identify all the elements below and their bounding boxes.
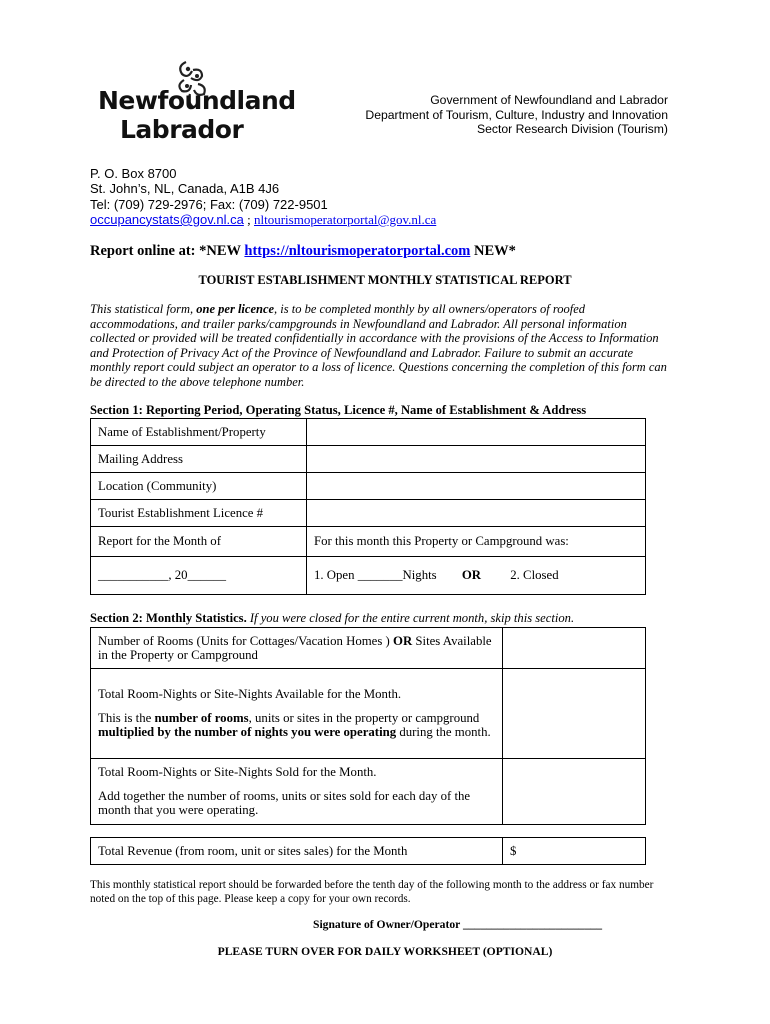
- or-label: OR: [461, 568, 482, 582]
- available-desc-c: during the month.: [396, 725, 491, 740]
- available-desc-bold1: number of rooms: [154, 710, 249, 725]
- revenue-label: Total Revenue (from room, unit or sites sales) for the Month: [91, 838, 503, 865]
- month-field[interactable]: ___________, 20______: [91, 557, 307, 595]
- section1-heading: Section 1: Reporting Period, Operating Status, Licence #, Name of Establishment & Address: [90, 403, 587, 417]
- section2-title: Section 2: Monthly Statistics.: [90, 611, 247, 625]
- portal-url-link[interactable]: https://nltourismoperatorportal.com: [244, 243, 471, 259]
- status-options: [307, 557, 646, 595]
- available-desc-bold2: multiplied by the number of nights you were operating: [98, 725, 397, 740]
- email-line: [90, 212, 436, 227]
- available-desc: [98, 711, 495, 740]
- email-separator: ;: [243, 211, 254, 227]
- location-field[interactable]: [307, 473, 646, 500]
- division-name: Sector Research Division (Tourism): [477, 122, 668, 136]
- sold-label: [91, 759, 503, 825]
- licence-field[interactable]: [307, 500, 646, 527]
- mailing-label: Mailing Address: [91, 446, 307, 473]
- government-header: [365, 93, 668, 137]
- sold-title: Total Room-Nights or Site-Nights Sold for the Month.: [98, 765, 377, 780]
- po-box: P. O. Box 8700: [90, 166, 177, 181]
- intro-paragraph: [90, 302, 670, 390]
- rooms-label: [91, 628, 503, 669]
- city-address: St. John’s, NL, Canada, A1B 4J6: [90, 181, 280, 197]
- report-online-prefix: Report online at: *NEW: [90, 243, 245, 259]
- mailing-field[interactable]: [307, 446, 646, 473]
- report-online-line: [90, 243, 516, 260]
- turn-over-note: PLEASE TURN OVER FOR DAILY WORKSHEET (OPTIONAL): [217, 945, 553, 958]
- section1-table: [90, 418, 646, 595]
- name-field[interactable]: [307, 419, 646, 446]
- footer-note: This monthly statistical report should be forwarded before the tenth day of the following month to the address or fax number noted on the top of this page. Please keep a copy for your own records.: [90, 879, 654, 906]
- location-label: Location (Community): [91, 473, 307, 500]
- available-desc-a: This is the: [98, 710, 155, 725]
- newfoundland-labrador-logo: [98, 58, 296, 150]
- rooms-label-or: OR: [393, 633, 413, 648]
- logo-wordmark-newfoundland: Newfoundland: [98, 86, 296, 115]
- rooms-field[interactable]: [503, 628, 646, 669]
- month-label: Report for the Month of: [91, 527, 307, 557]
- signature-line[interactable]: Signature of Owner/Operator ________________________: [313, 918, 603, 931]
- name-label: Name of Establishment/Property: [91, 419, 307, 446]
- available-label: [91, 669, 503, 759]
- contact-block: [90, 166, 436, 227]
- intro-bold: one per licence: [196, 302, 275, 316]
- available-title: Total Room-Nights or Site-Nights Available for the Month.: [98, 687, 402, 702]
- closed-option[interactable]: 2. Closed: [510, 568, 559, 582]
- revenue-table: [90, 837, 646, 865]
- intro-text-1: This statistical form,: [90, 302, 197, 316]
- department-name: Department of Tourism, Culture, Industry and Innovation: [365, 107, 668, 122]
- revenue-field[interactable]: $: [503, 838, 646, 865]
- licence-label: Tourist Establishment Licence #: [91, 500, 307, 527]
- available-field[interactable]: [503, 669, 646, 759]
- logo-wordmark-labrador: Labrador: [120, 115, 244, 144]
- section2-heading: [90, 611, 574, 626]
- rooms-label-b: Sites Available in the Property or Campground: [98, 633, 492, 662]
- open-option[interactable]: 1. Open _______Nights: [314, 568, 437, 582]
- rooms-label-a: Number of Rooms (Units for Cottages/Vacation Homes ): [98, 633, 393, 648]
- form-title: TOURIST ESTABLISHMENT MONTHLY STATISTICAL REPORT: [198, 273, 572, 287]
- portal-email-link[interactable]: nltourismoperatorportal@gov.nl.ca: [254, 211, 437, 227]
- government-name: Government of Newfoundland and Labrador: [430, 93, 668, 107]
- intro-text-2: , is to be completed monthly by all owners/operators of roofed accommodations, and trailer parks/campgrounds in Newfoundland and Labrador. All personal information collected or provided will be treated confidentially in accordance with the provisions of the Access to Information and Protection of Privacy Act of the Province of Newfoundland and Labrador. Failure to submit an accurate monthly report could subject an operator to a loss of licence. Questions concerning the completion of this form can be directed to the above telephone number.: [90, 302, 667, 389]
- status-label: For this month this Property or Campground was:: [307, 527, 646, 557]
- available-desc-b: , units or sites in the property or campground: [248, 710, 480, 725]
- email-link[interactable]: occupancystats@gov.nl.ca: [90, 211, 244, 227]
- sold-desc: Add together the number of rooms, units or sites sold for each day of the month that you were operating.: [98, 788, 471, 818]
- section2-note: If you were closed for the entire current month, skip this section.: [246, 611, 575, 625]
- sold-field[interactable]: [503, 759, 646, 825]
- phone-fax: Tel: (709) 729-2976; Fax: (709) 722-9501: [90, 196, 328, 212]
- report-online-suffix: NEW*: [470, 243, 516, 259]
- section2-table: [90, 627, 646, 825]
